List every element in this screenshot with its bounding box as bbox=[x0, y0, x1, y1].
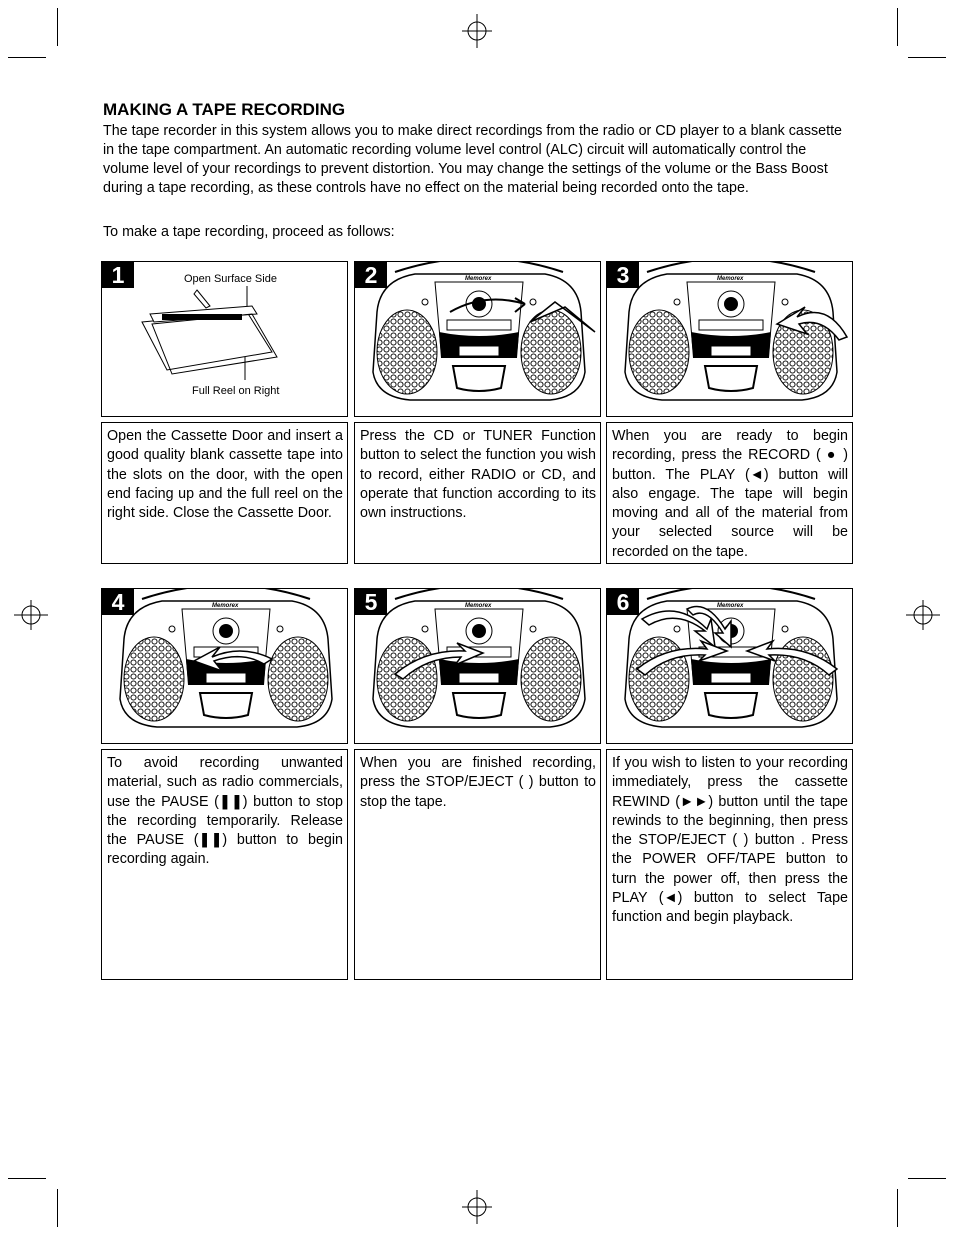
step-illustration-2 bbox=[354, 261, 601, 417]
brand-logo: Memorex bbox=[717, 603, 744, 609]
step-text-3: When you are ready to begin recording, press the RECORD ( ● ) button. The PLAY (◄) button will also engage. The tape will begin moving and all of the material from your selected source will be recorded on the tape. bbox=[606, 422, 853, 564]
step-illustration-5 bbox=[354, 588, 601, 744]
boombox-drawing bbox=[355, 589, 600, 743]
step-illustration-4 bbox=[101, 588, 348, 744]
boombox-drawing bbox=[102, 589, 347, 743]
registration-mark bbox=[906, 600, 940, 630]
crop-mark bbox=[897, 1189, 898, 1227]
cassette-drawing bbox=[102, 262, 347, 416]
label-open-surface: Open Surface Side bbox=[184, 273, 277, 285]
label-full-reel: Full Reel on Right bbox=[192, 385, 280, 397]
boombox-drawing bbox=[607, 262, 852, 416]
crop-mark bbox=[897, 8, 898, 46]
step-illustration-1 bbox=[101, 261, 348, 417]
registration-mark bbox=[462, 14, 492, 48]
step-text-4: To avoid recording unwanted material, such as radio commercials, use the PAUSE (❚❚) button to stop the recording temporarily. Release the PAUSE (❚❚) button to begin recording again. bbox=[101, 749, 348, 980]
step-text-2: Press the CD or TUNER Function button to select the function you wish to record, either RADIO or CD, and operate that function according to its own instructions. bbox=[354, 422, 601, 564]
brand-logo: Memorex bbox=[465, 603, 492, 609]
step-text-5: When you are finished recording, press the STOP/EJECT ( ) button to stop the tape. bbox=[354, 749, 601, 980]
step-number-5: 5 bbox=[355, 589, 387, 615]
registration-mark bbox=[14, 600, 48, 630]
registration-mark bbox=[462, 1190, 492, 1224]
crop-mark bbox=[57, 1189, 58, 1227]
boombox-drawing bbox=[607, 589, 852, 743]
intro-paragraph: The tape recorder in this system allows you to make direct recordings from the radio or CD player to a blank cassette in the tape compartment. An automatic recording volume level control (ALC) circuit will automatically control the volume level of your recordings to prevent distortion. You may change the settings of the volume or the Bass Boost during a tape recording, as these controls have no effect on the material being recorded onto the tape. bbox=[103, 123, 842, 196]
crop-mark bbox=[908, 1178, 946, 1179]
step-number-2: 2 bbox=[355, 262, 387, 288]
brand-logo: Memorex bbox=[465, 276, 492, 282]
crop-mark bbox=[8, 57, 46, 58]
step-number-4: 4 bbox=[102, 589, 134, 615]
step-number-3: 3 bbox=[607, 262, 639, 288]
brand-logo: Memorex bbox=[717, 276, 744, 282]
crop-mark bbox=[8, 1178, 46, 1179]
crop-mark bbox=[908, 57, 946, 58]
brand-logo: Memorex bbox=[212, 603, 239, 609]
boombox-drawing bbox=[355, 262, 600, 416]
step-number-1: 1 bbox=[102, 262, 134, 288]
crop-mark bbox=[57, 8, 58, 46]
step-text-1: Open the Cassette Door and insert a good quality blank cassette tape into the slots on the door, with the open end facing up and the full reel on the right side. Close the Cassette Door. bbox=[101, 422, 348, 564]
step-illustration-3 bbox=[606, 261, 853, 417]
section-title: MAKING A TAPE RECORDING bbox=[103, 100, 346, 119]
step-number-6: 6 bbox=[607, 589, 639, 615]
lead-in-text: To make a tape recording, proceed as follows: bbox=[103, 224, 395, 240]
step-illustration-6 bbox=[606, 588, 853, 744]
step-text-6: If you wish to listen to your recording immediately, press the cassette REWIND (►►) button until the tape rewinds to the beginning, then press the STOP/EJECT ( ) button . Press the POWER OFF/TAPE button to turn the power off, then press the PLAY (◄) button to select Tape function and begin playback. bbox=[606, 749, 853, 980]
